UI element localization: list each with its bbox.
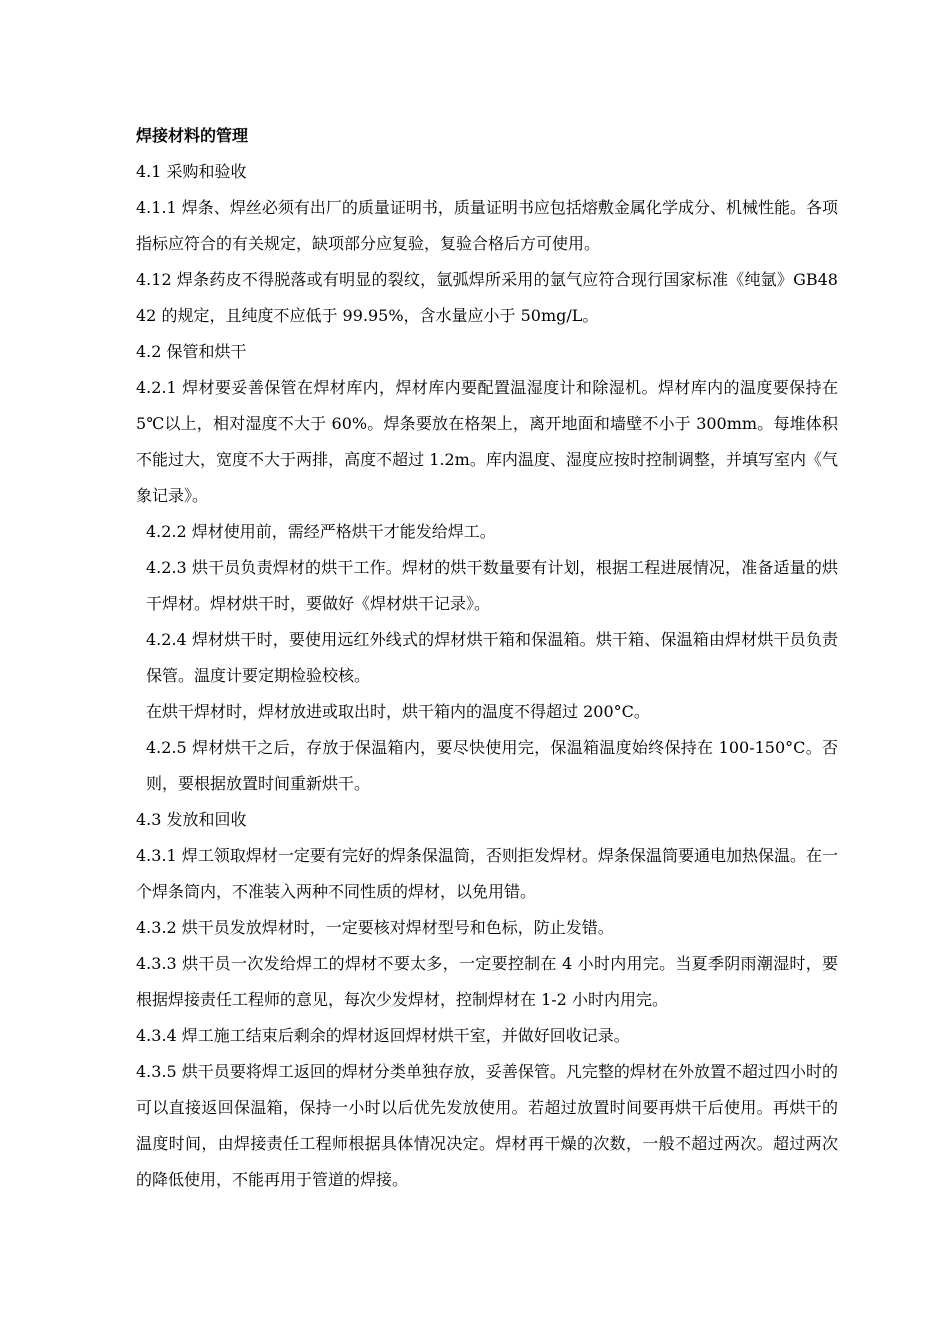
paragraph-4-3-1: 4.3.1 焊工领取焊材一定要有完好的焊条保温筒，否则拒发焊材。焊条保温筒要通电加热保温。在一个焊条筒内，不准装入两种不同性质的焊材，以免用错。	[136, 846, 838, 901]
paragraph-4-2-2: 4.2.2 焊材使用前，需经严格烘干才能发给焊工。	[146, 522, 496, 541]
paragraph-4-2-1: 4.2.1 焊材要妥善保管在焊材库内，焊材库内要配置温湿度计和除湿机。焊材库内的温度要保持在 5℃以上，相对湿度不大于 60%。焊条要放在格架上，离开地面和墙壁不小于 300mm。每堆体积不能过大，宽度不大于两排，高度不超过 1.2m。库内温度、湿度应按时控制调整，并填写室内《气象记录》。	[136, 378, 838, 505]
paragraph-4-3-3: 4.3.3 烘干员一次发给焊工的焊材不要太多，一定要控制在 4 小时内用完。当夏季阴雨潮湿时，要根据焊接责任工程师的意见，每次少发焊材，控制焊材在 1-2 小时内用完。	[136, 954, 838, 1009]
paragraph-4-2-3: 4.2.3 烘干员负责焊材的烘干工作。焊材的烘干数量要有计划，根据工程进展情况，准备适量的烘干焊材。焊材烘干时，要做好《焊材烘干记录》。	[146, 558, 838, 613]
section-heading-4-1: 4.1 采购和验收	[136, 162, 247, 181]
paragraph-4-2-4-note: 在烘干焊材时，焊材放进或取出时，烘干箱内的温度不得超过 200°C。	[146, 702, 650, 721]
paragraph-4-3-2: 4.3.2 烘干员发放焊材时，一定要核对焊材型号和色标，防止发错。	[136, 918, 614, 937]
section-heading-4-3: 4.3 发放和回收	[136, 810, 247, 829]
paragraph-4-3-5: 4.3.5 烘干员要将焊工返回的焊材分类单独存放，妥善保管。凡完整的焊材在外放置不超过四小时的可以直接返回保温箱，保持一小时以后优先发放使用。若超过放置时间要再烘干后使用。再烘干的温度时间，由焊接责任工程师根据具体情况决定。焊材再干燥的次数，一般不超过两次。超过两次的降低使用，不能再用于管道的焊接。	[136, 1062, 838, 1189]
paragraph-4-2-5: 4.2.5 焊材烘干之后，存放于保温箱内，要尽快使用完，保温箱温度始终保持在 100-150°C。否则，要根据放置时间重新烘干。	[146, 738, 838, 793]
paragraph-4-2-4: 4.2.4 焊材烘干时，要使用远红外线式的焊材烘干箱和保温箱。烘干箱、保温箱由焊材烘干员负责保管。温度计要定期检验校核。	[146, 630, 838, 685]
section-heading-4-2: 4.2 保管和烘干	[136, 342, 247, 361]
paragraph-4-1-2: 4.12 焊条药皮不得脱落或有明显的裂纹，氩弧焊所采用的氩气应符合现行国家标准《纯氩》GB4842 的规定，且纯度不应低于 99.95%，含水量应小于 50mg/L。	[136, 270, 838, 325]
paragraph-4-1-1: 4.1.1 焊条、焊丝必须有出厂的质量证明书，质量证明书应包括熔敷金属化学成分、机械性能。各项指标应符合的有关规定，缺项部分应复验，复验合格后方可使用。	[136, 198, 838, 253]
document-page	[136, 118, 838, 1198]
paragraph-4-3-4: 4.3.4 焊工施工结束后剩余的焊材返回焊材烘干室，并做好回收记录。	[136, 1026, 630, 1045]
document-title: 焊接材料的管理	[136, 126, 249, 145]
